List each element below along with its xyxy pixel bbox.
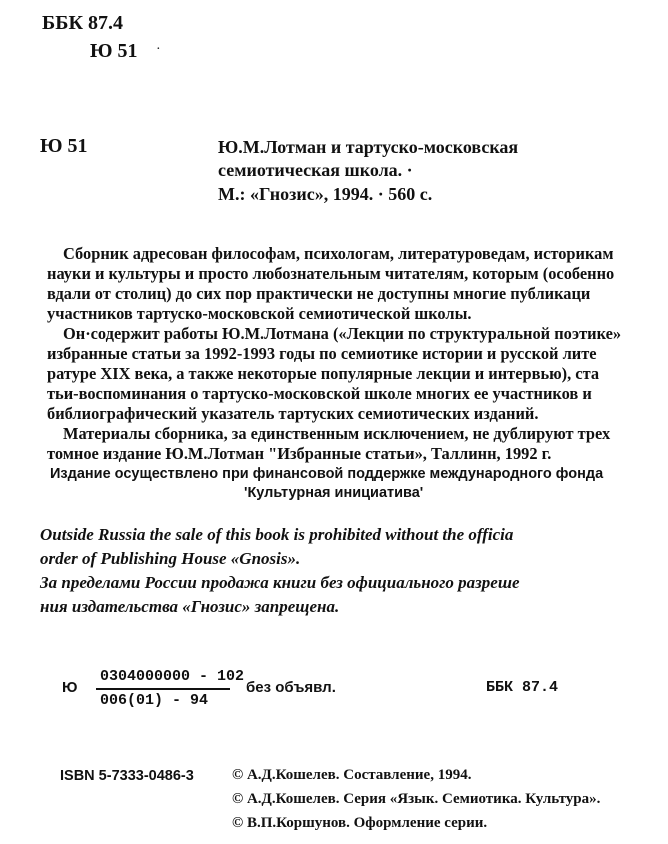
copyright-line-1: © А.Д.Кошелев. Составление, 1994. (232, 767, 472, 783)
funding-notice-line-2: 'Культурная инициатива' (244, 485, 424, 501)
title-line-2: семиотическая школа. · (218, 160, 413, 180)
bbk-code-bottom: ББК 87.4 (486, 679, 559, 696)
copyright-line-2: © А.Д.Кошелев. Серия «Язык. Семиотика. Культура». (232, 791, 601, 807)
publisher-line: М.: «Гнозис», 1994. · 560 с. (218, 184, 433, 204)
annotation-line: ратуре XIX века, а также некоторые популярные лекции и интервью), ста (47, 364, 600, 383)
author-mark-top: Ю 51 (90, 40, 138, 62)
funding-notice-line-1: Издание осуществлено при финансовой поддержке международного фонда (50, 466, 604, 482)
annotation-line: Он·содержит работы Ю.М.Лотмана («Лекции по структуральной поэтике» (63, 324, 622, 343)
isbn: ISBN 5-7333-0486-3 (60, 768, 194, 784)
restriction-en-line-2: order of Publishing House «Gnosis». (40, 549, 301, 568)
index-prefix: Ю (62, 679, 78, 696)
bbk-code-top: ББК 87.4 (42, 12, 123, 34)
annotation-line: тьи-воспоминания о тартуско-московской школе многих ее участников и (47, 384, 592, 403)
restriction-ru-line-2: ния издательства «Гнозис» запрещена. (40, 597, 340, 616)
annotation-line: избранные статьи за 1992-1993 годы по семиотике истории и русской лите (47, 344, 597, 363)
annotation-line: Сборник адресован философам, психологам, литературоведам, историкам (63, 244, 614, 263)
catalog-code: Ю 51 (40, 135, 88, 157)
annotation-line: библиографический указатель тартуских семиотических изданий. (47, 404, 539, 423)
annotation-line: Материалы сборника, за единственным исключением, не дублируют трех (63, 424, 611, 443)
index-denominator: 006(01) - 94 (100, 692, 209, 709)
restriction-en-line-1: Outside Russia the sale of this book is prohibited without the officia (40, 525, 514, 544)
decorative-dot: · (156, 42, 161, 57)
index-note: без объявл. (246, 679, 336, 696)
title-line-1: Ю.М.Лотман и тартуско-московская (218, 137, 519, 157)
annotation-line: вдали от столиц) до сих пор практически не доступны многие публикаци (47, 284, 591, 303)
annotation-line: томное издание Ю.М.Лотман "Избранные статьи», Таллинн, 1992 г. (47, 444, 552, 463)
index-numerator: 0304000000 - 102 (100, 668, 245, 685)
restriction-ru-line-1: За пределами России продажа книги без официального разреше (40, 573, 520, 592)
copyright-line-3: © В.П.Коршунов. Оформление серии. (232, 815, 488, 831)
annotation-line: науки и культуры и просто любознательным читателям, которым (особенно (47, 264, 615, 283)
annotation-line: участников тартуско-московской семиотической школы. (47, 304, 472, 323)
fraction-bar (96, 688, 230, 690)
